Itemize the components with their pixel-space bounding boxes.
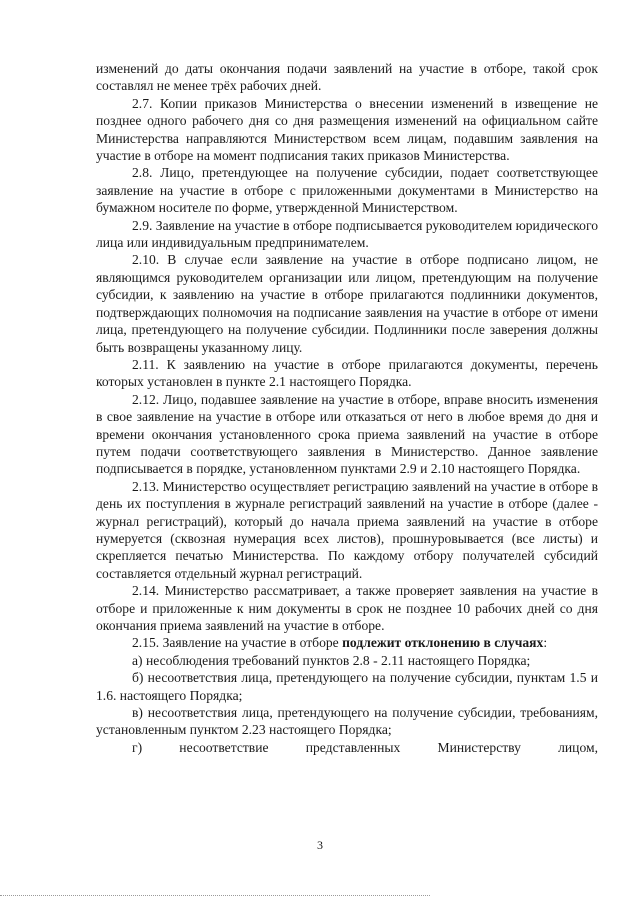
paragraph-2-15 (96, 634, 598, 651)
document-body (96, 60, 598, 756)
paragraph-2-12: 2.12. Лицо, подавшее заявление на участие в отборе, вправе вносить изменения в свое заявление на участие в отборе или отказаться от него в любое время до дня и времени окончания установленного срока приема заявлений на участие в отборе путем подачи соответствующего заявления в Министерство. Данное заявление подписывается в порядке, установленном пунктами 2.9 и 2.10 настоящего Порядка. (96, 391, 598, 477)
footer-divider (0, 895, 430, 896)
paragraph-2-15-tail: : (543, 635, 548, 651)
page-number: 3 (317, 838, 323, 852)
list-item-a: а) несоблюдения требований пунктов 2.8 - 2.11 настоящего Порядка; (132, 652, 531, 668)
list-item-v: в) несоответствия лица, претендующего на получение субсидии, требованиям, установленным пунктом 2.23 настоящего Порядка; (96, 705, 598, 738)
paragraph-2-9: 2.9. Заявление на участие в отборе подписывается руководителем юридического лица или индивидуальным предпринимателем. (96, 217, 598, 251)
list-item-b: б) несоответствия лица, претендующего на получение субсидии, пунктам 1.5 и 1.6. настоящего Порядка; (96, 670, 598, 703)
paragraph-continuation: изменений до даты окончания подачи заявлений на участие в отборе, такой срок составлял не менее трёх рабочих дней. (96, 61, 598, 94)
paragraph-2-10: 2.10. В случае если заявление на участие в отборе подписано лицом, не являющимся руководителем организации или лицом, претендующим на получение субсидии, к заявлению на участие в отборе прилагаются подлинники документов, подтверждающих полномочия на подписание заявления на участие в отборе от имени лица, претендующего на получение субсидии. Подлинники после заверения должны быть возвращены указанному лицу. (96, 252, 598, 355)
paragraph-2-15-lead: 2.15. Заявление на участие в отборе (132, 635, 343, 651)
paragraph-2-7: 2.7. Копии приказов Министерства о внесении изменений в извещение не позднее одного рабочего дня со дня размещения изменений на официальном сайте Министерства направляются Министерством всем лицам, подавшим заявления на участие в отборе на момент подписания таких приказов Министерства. (96, 95, 598, 164)
paragraph-2-14: 2.14. Министерство рассматривает, а также проверяет заявления на участие в отборе и приложенные к ним документы в срок не позднее 10 рабочих дней со дня окончания приема заявлений на участие в отборе. (96, 583, 598, 633)
paragraph-2-8: 2.8. Лицо, претендующее на получение субсидии, подает соответствующее заявление на участие в отборе с приложенными документами в Министерство на бумажном носителе по форме, утвержденной Министерством. (96, 165, 598, 216)
list-item-g: г) несоответствие представленных Министерству лицом, (132, 739, 598, 755)
paragraph-2-13: 2.13. Министерство осуществляет регистрацию заявлений на участие в отборе в день их поступления в журнале регистраций заявлений на участие в отборе (далее - журнал регистраций), который до начала приема заявлений на участие в отборе нумеруется (сквозная нумерация всех листов), прошнуровывается (все листы) и скрепляется печатью Министерства. По каждому отбору получателей субсидий составляется отдельный журнал регистраций. (96, 478, 598, 581)
paragraph-2-15-bold: подлежит отклонению в случаях (342, 635, 544, 651)
paragraph-2-11: 2.11. К заявлению на участие в отборе прилагаются документы, перечень которых установлен в пункте 2.1 настоящего Порядка. (96, 356, 598, 390)
